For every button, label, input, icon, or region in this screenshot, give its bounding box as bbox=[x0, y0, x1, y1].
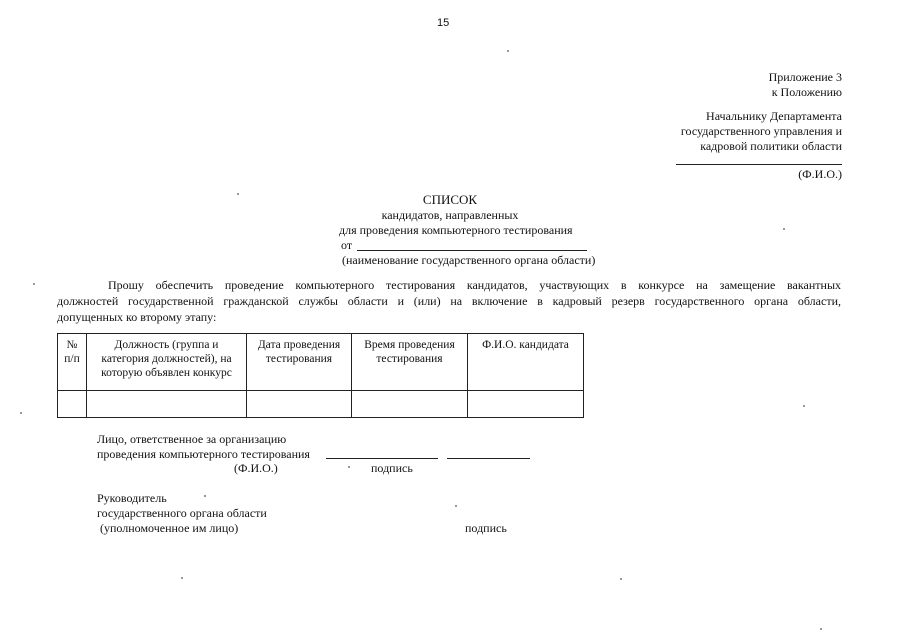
scan-speck bbox=[237, 193, 239, 195]
cell-position[interactable] bbox=[87, 391, 247, 418]
request-line-1: Прошу обеспечить проведение компьютерного тестирования кандидатов, участвующих в конкурсе на замещение вакантных bbox=[108, 278, 841, 292]
scan-speck bbox=[620, 578, 622, 580]
header-position: Должность (группа и категория должностей), на которую объявлен конкурс bbox=[87, 334, 247, 391]
request-line-2: должностей государственной гражданской службы области и (или) на включение в кадровый резерв государственного органа области, bbox=[57, 294, 841, 308]
header-number: № п/п bbox=[58, 334, 87, 391]
candidates-table bbox=[57, 333, 584, 418]
from-org-caption: (наименование государственного органа области) bbox=[342, 253, 596, 267]
responsible-fio-caption: (Ф.И.О.) bbox=[234, 461, 278, 475]
appendix-reference bbox=[769, 70, 842, 100]
header-test-time: Время проведения тестирования bbox=[352, 334, 468, 391]
header-test-date: Дата проведения тестирования bbox=[247, 334, 352, 391]
responsible-signature-line bbox=[447, 458, 530, 459]
scan-speck bbox=[348, 466, 350, 468]
cell-test-time[interactable] bbox=[352, 391, 468, 418]
scan-speck bbox=[507, 50, 509, 52]
addressee-line-2: государственного управления и bbox=[680, 124, 842, 138]
head-line-1: Руководитель bbox=[97, 491, 167, 505]
head-line-3: (уполномоченное им лицо) bbox=[100, 521, 239, 535]
scan-speck bbox=[820, 628, 822, 630]
scan-speck bbox=[204, 495, 206, 497]
scan-speck bbox=[783, 228, 785, 230]
title-line-2: для проведения компьютерного тестирования bbox=[339, 223, 573, 237]
appendix-line-1: Приложение 3 bbox=[768, 70, 842, 84]
addressee-line-1: Начальнику Департамента bbox=[706, 109, 842, 123]
header-candidate-name: Ф.И.О. кандидата bbox=[468, 334, 584, 391]
table-row bbox=[58, 391, 584, 418]
document-title: СПИСОК bbox=[422, 192, 478, 207]
title-line-1: кандидатов, направленных bbox=[381, 208, 519, 222]
request-line-3: допущенных ко второму этапу: bbox=[57, 310, 217, 324]
addressee-block bbox=[681, 109, 842, 154]
scan-speck bbox=[455, 505, 457, 507]
responsible-signature-caption: подпись bbox=[371, 461, 413, 475]
appendix-line-2: к Положению bbox=[771, 85, 842, 99]
cell-test-date[interactable] bbox=[247, 391, 352, 418]
responsible-line-2: проведения компьютерного тестирования bbox=[97, 447, 310, 461]
page-number: 15 bbox=[437, 17, 450, 29]
head-signature-caption: подпись bbox=[465, 521, 507, 535]
responsible-fio-line bbox=[326, 458, 438, 459]
responsible-line-1: Лицо, ответственное за организацию bbox=[97, 432, 287, 446]
scan-speck bbox=[20, 412, 22, 414]
cell-number[interactable] bbox=[58, 391, 87, 418]
table-header-row bbox=[58, 334, 584, 391]
addressee-line-3: кадровой политики области bbox=[700, 139, 842, 153]
from-org-line bbox=[357, 250, 587, 251]
head-line-2: государственного органа области bbox=[97, 506, 267, 520]
cell-candidate-name[interactable] bbox=[468, 391, 584, 418]
scan-speck bbox=[803, 405, 805, 407]
scan-speck bbox=[33, 283, 35, 285]
scan-speck bbox=[181, 577, 183, 579]
from-label: от bbox=[341, 238, 353, 252]
addressee-fio-caption: (Ф.И.О.) bbox=[798, 167, 842, 181]
addressee-fio-line bbox=[676, 164, 842, 165]
